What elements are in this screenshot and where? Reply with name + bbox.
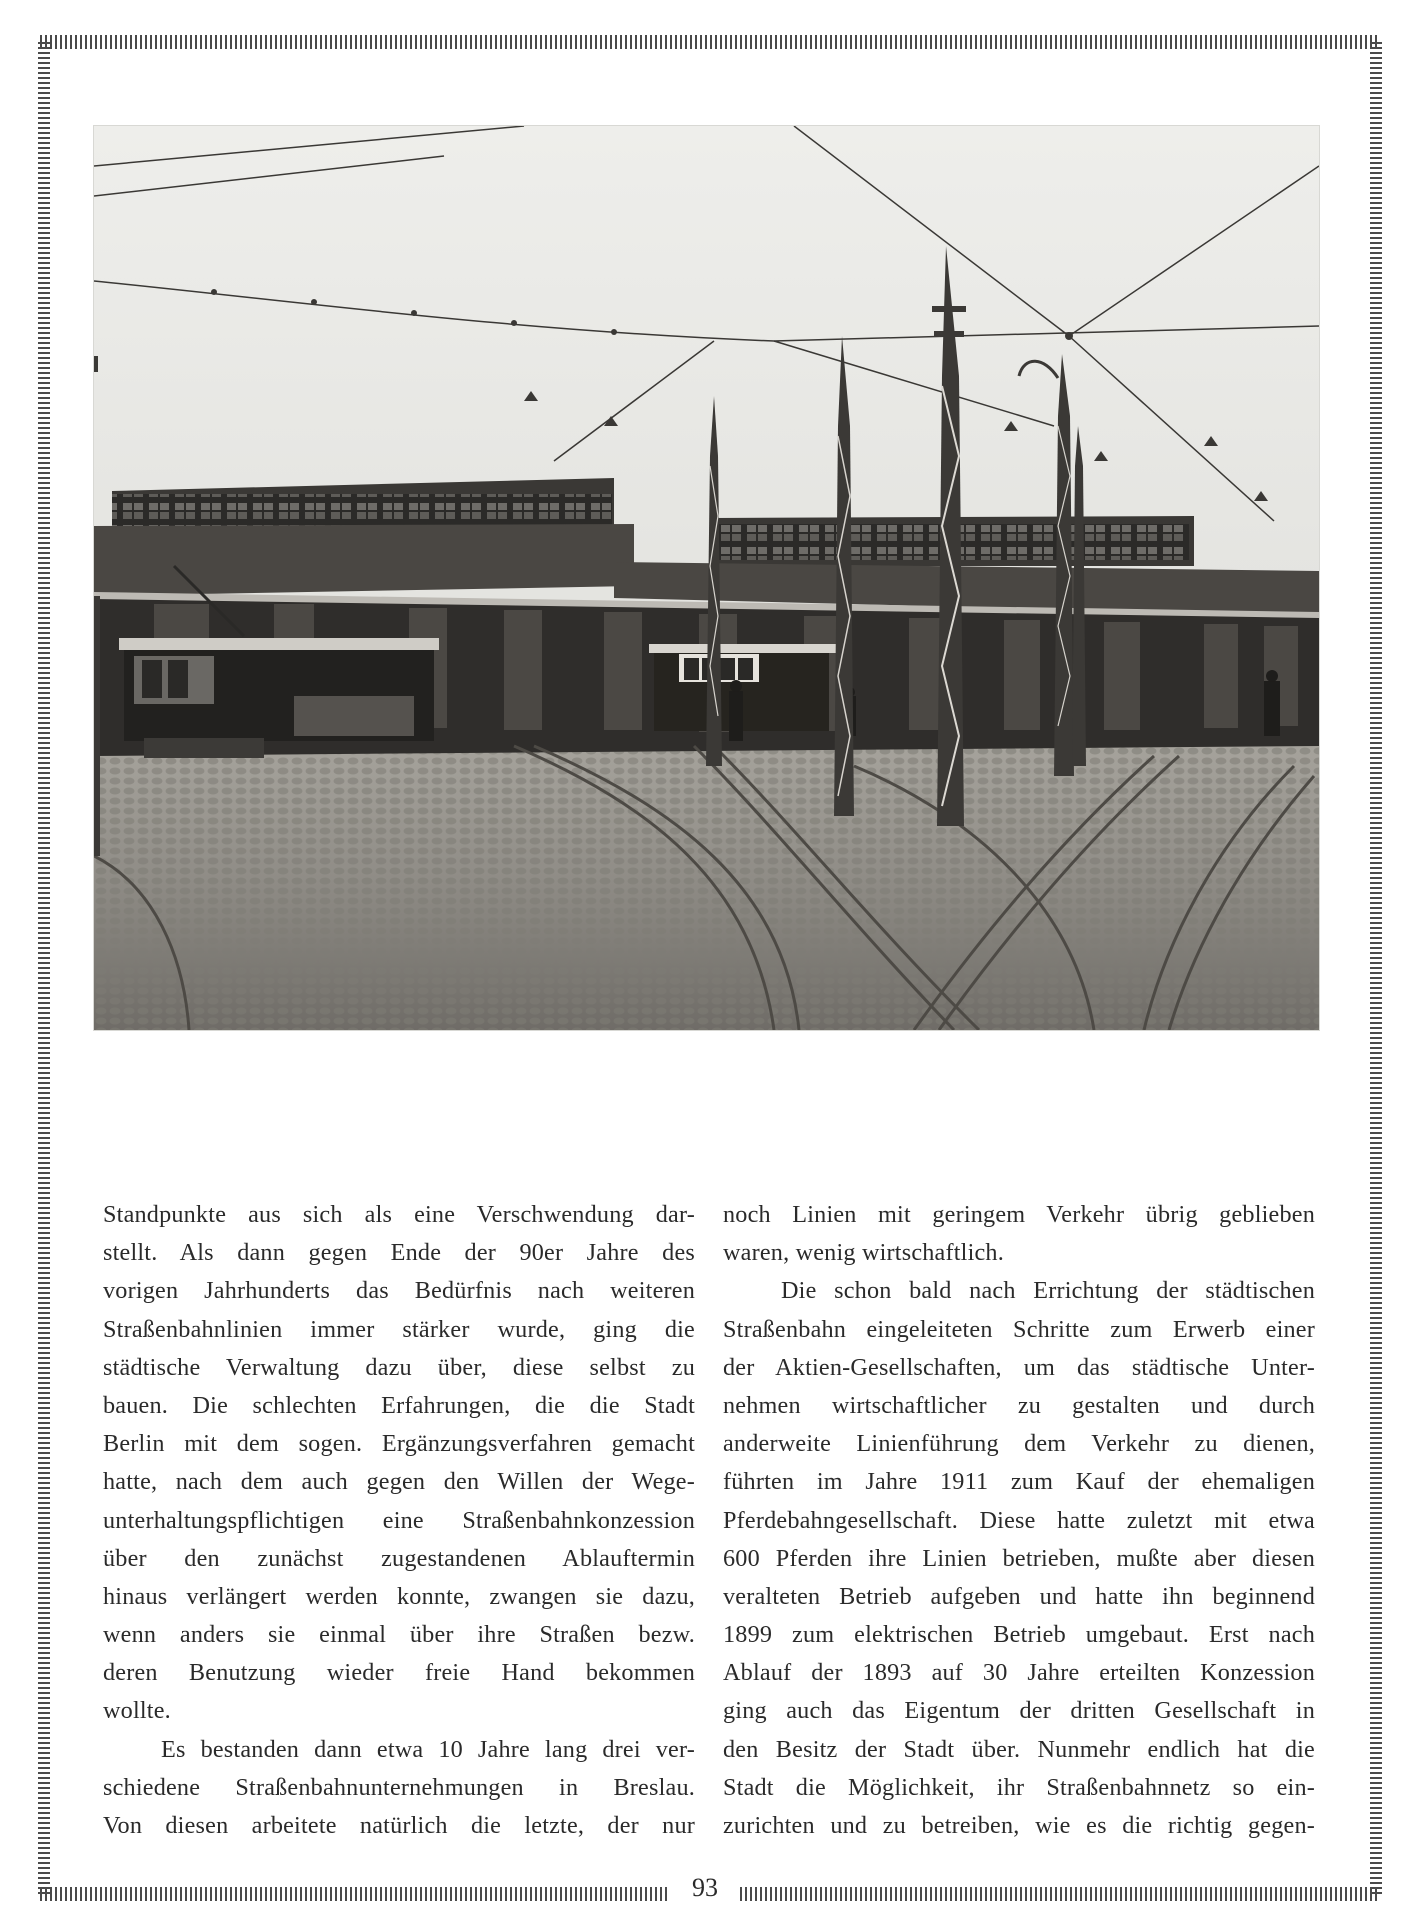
text-line: nehmen wirtschaftlicher zu gestalten und durch [723,1391,1315,1419]
text-line: noch Linien mit geringem Verkehr übrig geblieben [723,1201,1315,1228]
text-line: 1899 zum elektrischen Betrieb umgebaut. Erst nach [723,1621,1315,1649]
text-line: wenn anders sie einmal über ihre Straßen bezw. [103,1621,695,1649]
text-line: stellt. Als dann gegen Ende der 90er Jahre des [103,1239,695,1267]
tram-middle [649,644,839,731]
page-number: 93 [692,1873,718,1902]
page-border-bottom-right [740,1887,1380,1901]
text-line: Straßenbahn eingeleiteten Schritte zum Erwerb einer [723,1315,1315,1343]
text-line: hinaus verlängert werden konnte, zwangen sie dazu, [103,1582,695,1610]
text-line: deren Benutzung wieder freie Hand bekommen [103,1659,695,1687]
text-column-right [723,1196,1315,1845]
text-line: hatte, nach dem auch gegen den Willen der Wege- [103,1468,695,1496]
text-line: ging auch das Eigentum der dritten Gesellschaft in [723,1697,1315,1725]
text-line: städtische Verwaltung dazu über, diese selbst zu [103,1353,695,1381]
text-line: Straßenbahnlinien immer stärker wurde, ging die [103,1315,695,1343]
text-line: Pferdebahngesellschaft. Diese hatte zuletzt mit etwa [723,1506,1315,1534]
text-line: Berlin mit dem sogen. Ergänzungsverfahren gemacht [103,1430,695,1458]
tram-depot-photograph [94,126,1319,1030]
text-line: Standpunkte aus sich als eine Verschwendung dar- [103,1201,695,1228]
text-line: Die schon bald nach Errichtung der städtischen [781,1277,1315,1305]
text-line: bauen. Die schlechten Erfahrungen, die die Stadt [103,1391,695,1419]
text-line: anderweite Linienführung dem Verkehr zu dienen, [723,1430,1315,1458]
text-line: vorigen Jahrhunderts das Bedürfnis nach weiteren [103,1277,695,1305]
text-line: 600 Pferden ihre Linien betrieben, mußte aber diesen [723,1544,1315,1572]
page-border-bottom-left [40,1887,667,1901]
text-line: wollte. [103,1697,171,1725]
photo-illustration [94,126,1319,1030]
page-border-left [38,42,50,1894]
text-line: Ablauf der 1893 auf 30 Jahre erteilten Konzession [723,1659,1315,1687]
text-line: Von diesen arbeitete natürlich die letzte, der nur [103,1812,695,1839]
text-line: der Aktien-Gesellschaften, um das städtische Unter- [723,1353,1315,1381]
page-border-right [1370,42,1382,1894]
text-column-left [103,1196,695,1845]
depot-building-left [94,478,634,596]
text-line: den Besitz der Stadt über. Nunmehr endlich hat die [723,1735,1315,1763]
text-line: Es bestanden dann etwa 10 Jahre lang drei ver- [161,1735,695,1763]
page-border-top [40,35,1380,49]
text-line: führten im Jahre 1911 zum Kauf der ehemaligen [723,1468,1315,1496]
text-line: waren, wenig wirtschaftlich. [723,1239,1004,1267]
text-line: veralteten Betrieb aufgeben und hatte ihn beginnend [723,1582,1315,1610]
text-line: schiedene Straßenbahnunternehmungen in Breslau. [103,1773,695,1801]
text-line: unterhaltungspflichtigen eine Straßenbahnkonzession [103,1506,695,1534]
text-line: zurichten und zu betreiben, wie es die richtig gegen- [723,1812,1315,1839]
text-line: Stadt die Möglichkeit, ihr Straßenbahnnetz so ein- [723,1773,1315,1801]
text-line: über den zunächst zugestandenen Ablauftermin [103,1544,695,1572]
